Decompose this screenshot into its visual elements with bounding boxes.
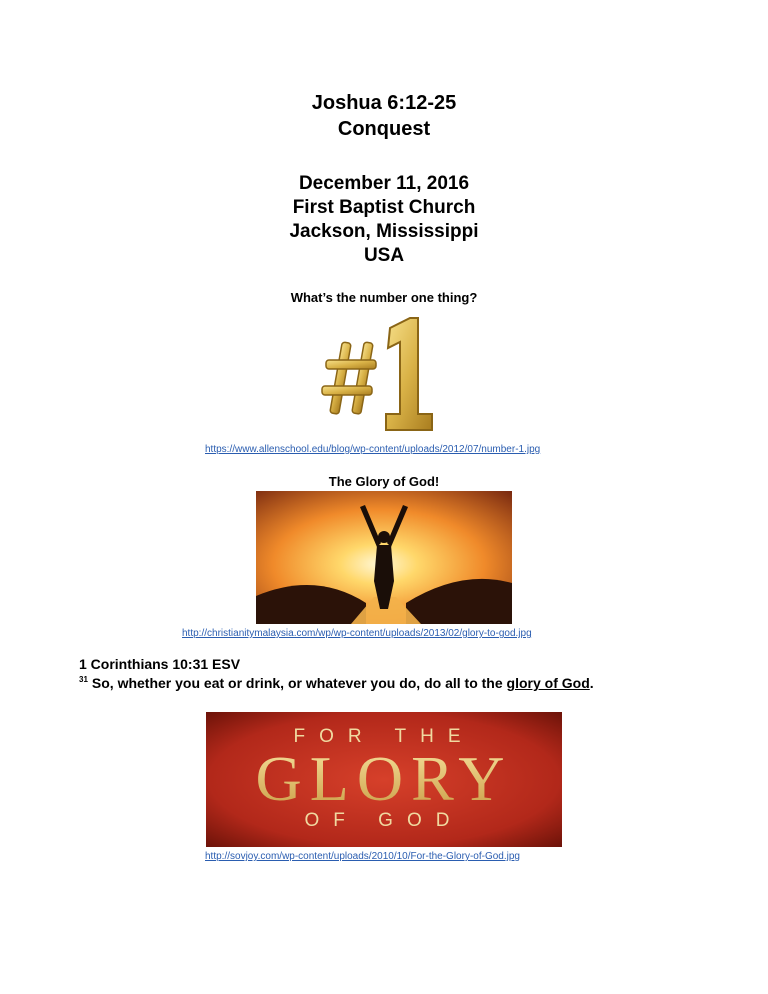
church-country: USA <box>363 245 405 266</box>
number-one-image-link[interactable]: https://www.allenschool.edu/blog/wp-content/uploads/2012/07/number-1.jpg <box>205 444 541 455</box>
glory-caption: The Glory of God! <box>328 474 440 489</box>
banner-text-main: GLORY <box>255 743 513 814</box>
number-one-image <box>318 312 448 437</box>
glory-banner-link[interactable]: http://sovjoy.com/wp-content/uploads/2010/10/For-the-Glory-of-God.jpg <box>205 851 520 862</box>
glory-photo-link[interactable]: http://christianitymalaysia.com/wp/wp-content/uploads/2013/02/glory-to-god.jpg <box>182 628 532 639</box>
church-name: First Baptist Church <box>292 197 476 218</box>
glory-photo-image <box>256 491 512 624</box>
church-city: Jackson, Mississippi <box>289 221 479 242</box>
verse-text <box>79 675 594 691</box>
verse-text-before: So, whether you eat or drink, or whatever you do, do all to the <box>91 675 507 691</box>
banner-text-bottom: OF GOD <box>304 810 464 831</box>
glory-banner-image <box>206 712 562 847</box>
verse-text-after: . <box>589 675 594 691</box>
verse-emphasis: glory of God <box>506 675 590 691</box>
verse-number: 31 <box>79 675 88 684</box>
verse-reference: 1 Corinthians 10:31 ESV <box>79 656 241 672</box>
question-text: What’s the number one thing? <box>290 290 478 305</box>
sermon-date: December 11, 2016 <box>298 173 470 194</box>
page-title-line2: Conquest <box>337 118 431 140</box>
banner-text-top: FOR THE <box>293 726 475 747</box>
page-title-line1: Joshua 6:12-25 <box>311 92 457 114</box>
